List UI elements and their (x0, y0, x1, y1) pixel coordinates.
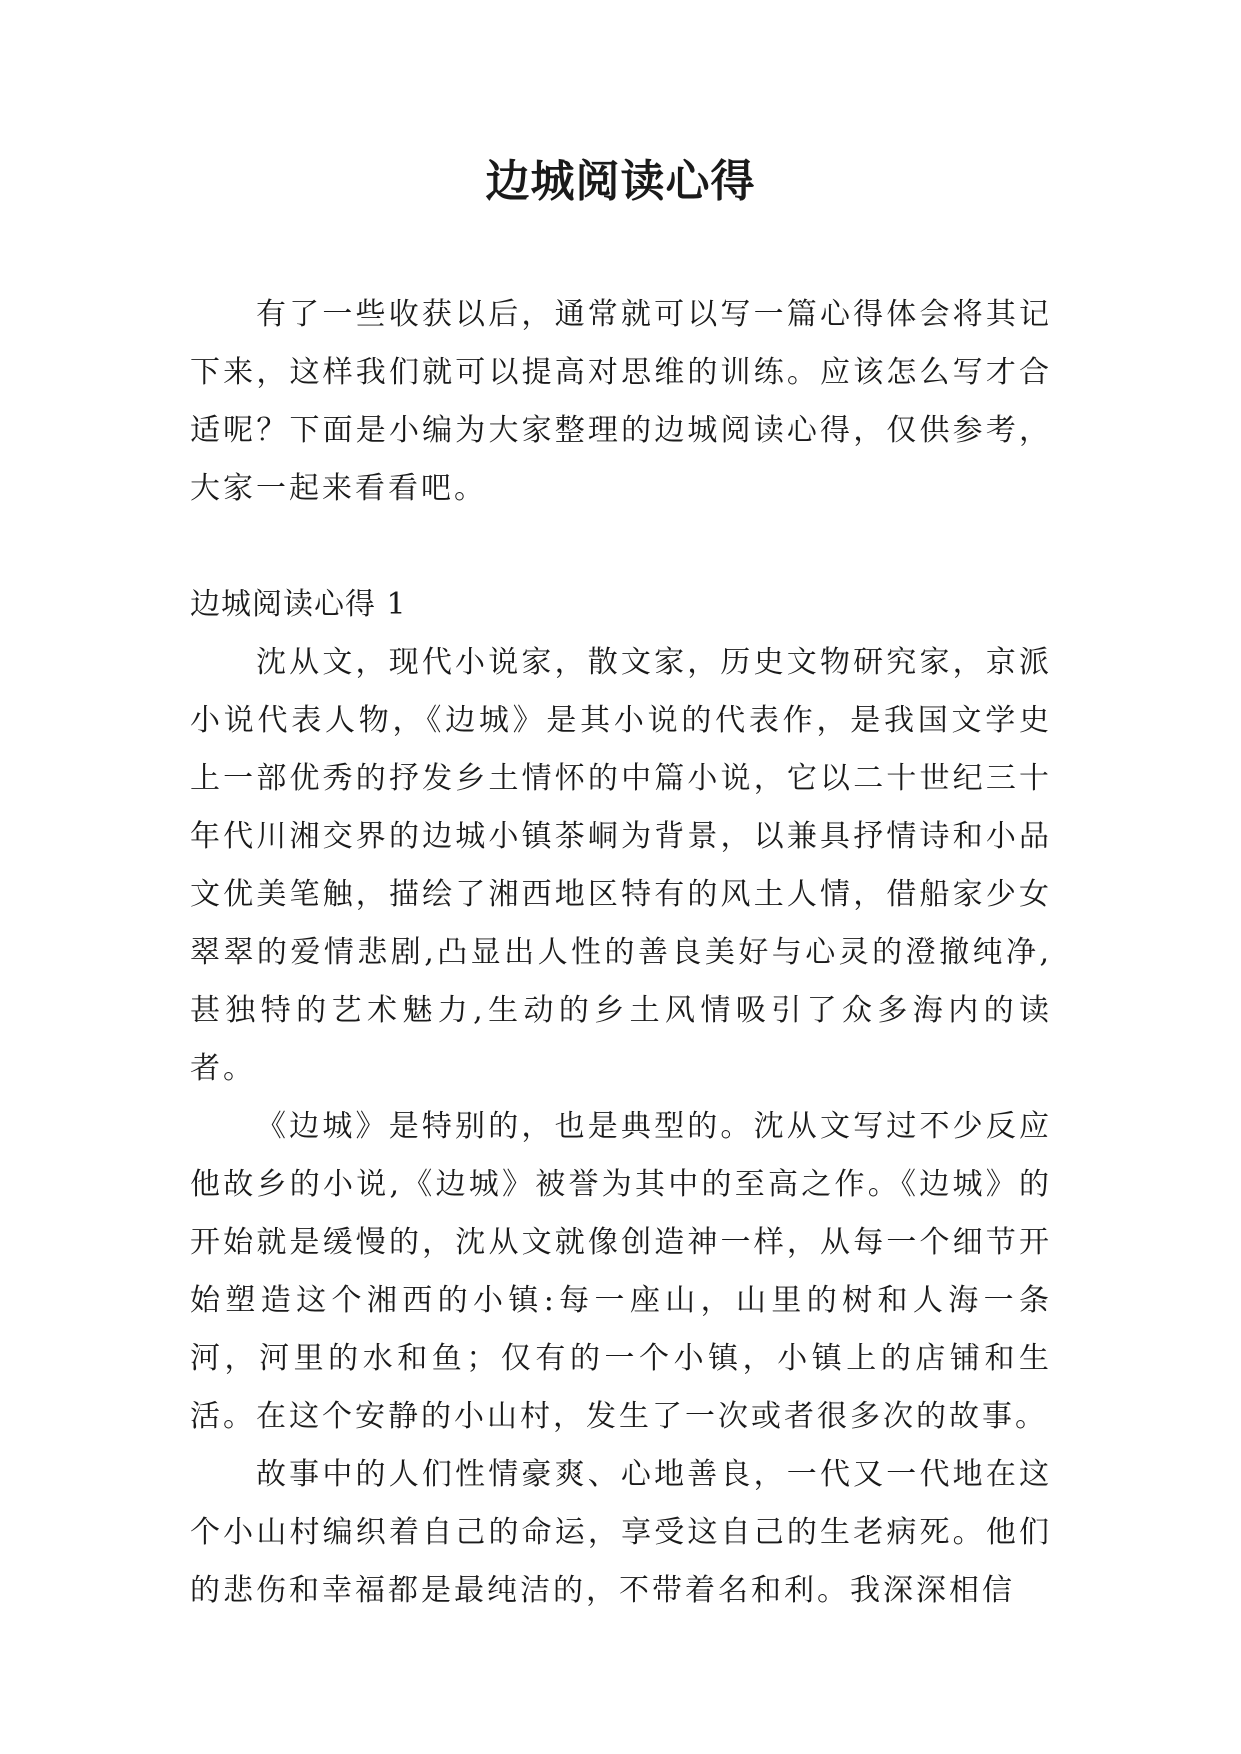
section-heading: 边城阅读心得 1 (190, 587, 407, 622)
body-paragraph: 故事中的人们性情豪爽、心地善良，一代又一代地在这个小山村编织着自己的命运，享受这自己的生老病死。他们的悲伤和幸福都是最纯洁的，不带着名和利。我深深相信 (190, 1457, 1052, 1608)
section-1 (190, 576, 1052, 1620)
intro-paragraph: 有了一些收获以后，通常就可以写一篇心得体会将其记下来，这样我们就可以提高对思维的训练。应该怎么写才合适呢？下面是小编为大家整理的边城阅读心得，仅供参考，大家一起来看看吧。 (190, 297, 1052, 506)
document-title: 边城阅读心得 (485, 156, 756, 207)
body-paragraph: 沈从文，现代小说家，散文家，历史文物研究家，京派小说代表人物，《边城》是其小说的代表作，是我国文学史上一部优秀的抒发乡土情怀的中篇小说，它以二十世纪三十年代川湘交界的边城小镇茶峒为背景，以兼具抒情诗和小品文优美笔触，描绘了湘西地区特有的风土人情，借船家少女翠翠的爱情悲剧,凸显出人性的善良美好与心灵的澄撤纯净,甚独特的艺术魅力,生动的乡土风情吸引了众多海内的读者。 (190, 645, 1052, 1086)
body-paragraph: 《边城》是特别的，也是典型的。沈从文写过不少反应他故乡的小说,《边城》被誉为其中的至高之作。《边城》的开始就是缓慢的，沈从文就像创造神一样，从每一个细节开始塑造这个湘西的小镇:每一座山，山里的树和人海一条河，河里的水和鱼；仅有的一个小镇，小镇上的店铺和生活。在这个安静的小山村，发生了一次或者很多次的故事。 (190, 1109, 1052, 1434)
